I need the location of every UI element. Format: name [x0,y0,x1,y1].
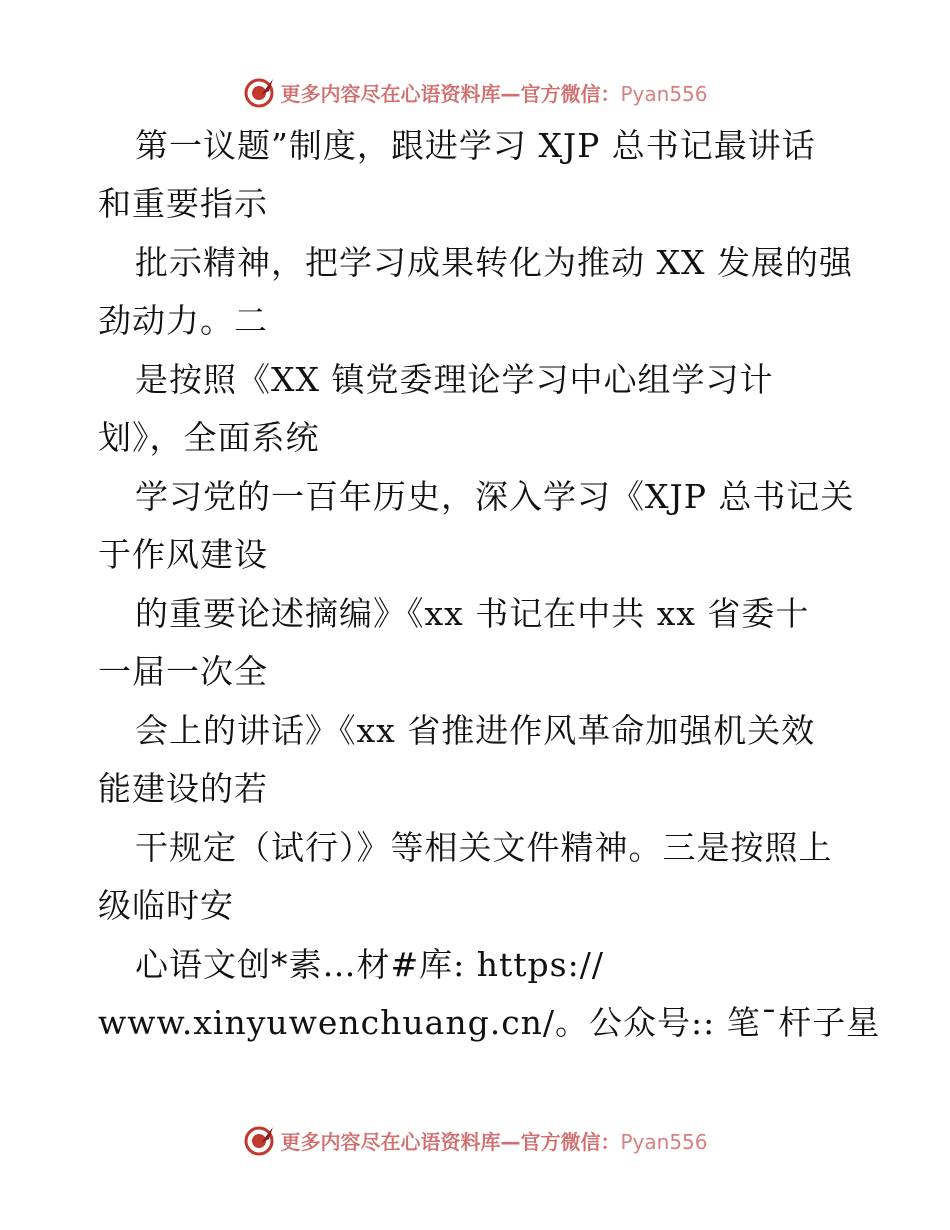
quill-logo-icon [242,1123,276,1157]
text-line: 会上的讲话》《xx 省推进作风革命加强机关效 [135,711,816,750]
text-line: 心语文创*素…材#库: https:// [135,945,604,984]
watermark-text: 更多内容尽在心语资料库—官方微信：Pyan556 [280,1129,708,1154]
text-line: 一届一次全 [98,652,268,691]
text-line: 于作风建设 [98,535,268,574]
text-line: 批示精神，把学习成果转化为推动 XX 发展的强 [135,243,853,282]
header-watermark [0,72,950,112]
text-line: 级临时安 [98,886,234,925]
text-line: 学习党的一百年历史，深入学习《XJP 总书记关 [135,477,855,516]
text-line: 划》，全面系统 [98,418,320,457]
text-line: 干规定（试行）》等相关文件精神。三是按照上 [135,828,833,867]
footer-watermark [0,1120,950,1160]
text-line: 劲动力。二 [98,301,268,340]
text-line: 第一议题”制度，跟进学习 XJP 总书记最讲话 [135,126,816,165]
watermark-text: 更多内容尽在心语资料库—官方微信：Pyan556 [280,81,708,106]
text-line: 的重要论述摘编》《xx 书记在中共 xx 省委十 [135,594,810,633]
text-line: www.xinyuwenchuang.cn/。公众号:: 笔¯杆子星 [98,1003,881,1042]
text-line: 能建设的若 [98,769,268,808]
text-line: 和重要指示 [98,184,268,223]
text-line: 是按照《XX 镇党委理论学习中心组学习计 [135,360,774,399]
quill-logo-icon [242,75,276,109]
